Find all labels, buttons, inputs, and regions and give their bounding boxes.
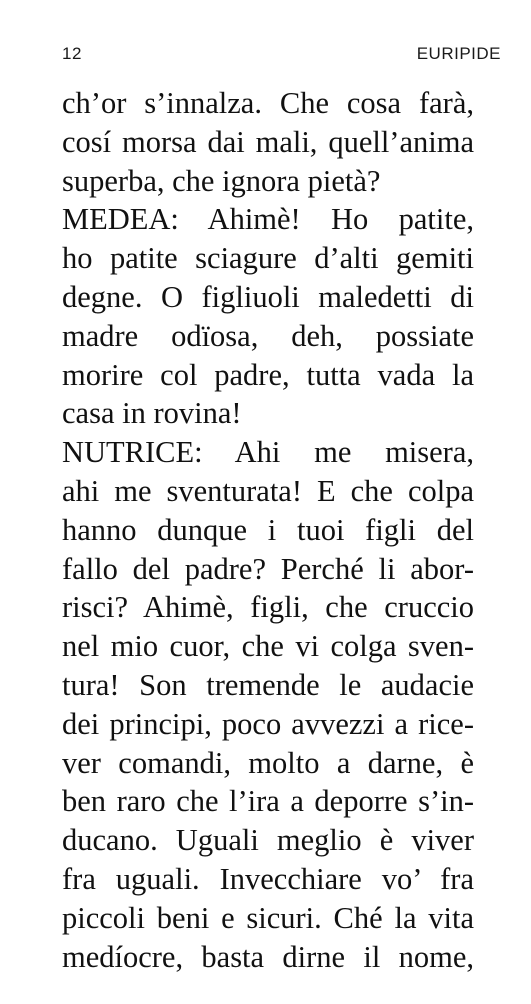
text-line: piccoli beni e sicuri. Ché la vita <box>62 900 474 935</box>
text-line: degne. O figliuoli maledetti di <box>62 279 474 314</box>
page-number: 12 <box>62 44 82 63</box>
text-line: ch’or s’innalza. Che cosa farà, <box>62 86 474 120</box>
body-text <box>62 84 474 976</box>
text-line: MEDEA: Ahimè! Ho patite, <box>62 202 474 237</box>
text-line: ver comandi, molto a darne, è <box>62 745 474 780</box>
text-line: nel mio cuor, che vi colga sven- <box>62 629 474 664</box>
text-line: fra uguali. Invecchiare vo’ fra <box>62 861 474 896</box>
text-line: hanno dunque i tuoi figli del <box>62 512 474 547</box>
text-line: ho patite sciagure d’alti gemiti <box>62 241 474 276</box>
text-line: ahi me sventurata! E che colpa <box>62 473 474 508</box>
running-title: EURIPIDE <box>416 44 501 63</box>
text-line: madre odïosa, deh, possiate <box>62 318 474 353</box>
text-line: cosí morsa dai mali, quell’anima <box>62 124 474 159</box>
running-header <box>62 44 501 68</box>
text-line: tura! Son tremende le audacie <box>62 667 474 702</box>
text-line: casa in rovina! <box>62 396 242 431</box>
text-line: dei principi, poco avvezzi a rice- <box>62 706 474 741</box>
text-line: risci? Ahimè, figli, che cruccio <box>62 590 474 625</box>
text-line: morire col padre, tutta vada la <box>62 357 474 392</box>
text-line: ben raro che l’ira a deporre s’in- <box>62 784 474 819</box>
text-line: superba, che ignora pietà? <box>62 163 381 198</box>
text-line: fallo del padre? Perché li abor- <box>62 551 474 586</box>
text-line: ducano. Uguali meglio è viver <box>62 823 474 858</box>
text-line: medíocre, basta dirne il nome, <box>62 939 474 974</box>
text-line: NUTRICE: Ahi me misera, <box>62 435 474 470</box>
